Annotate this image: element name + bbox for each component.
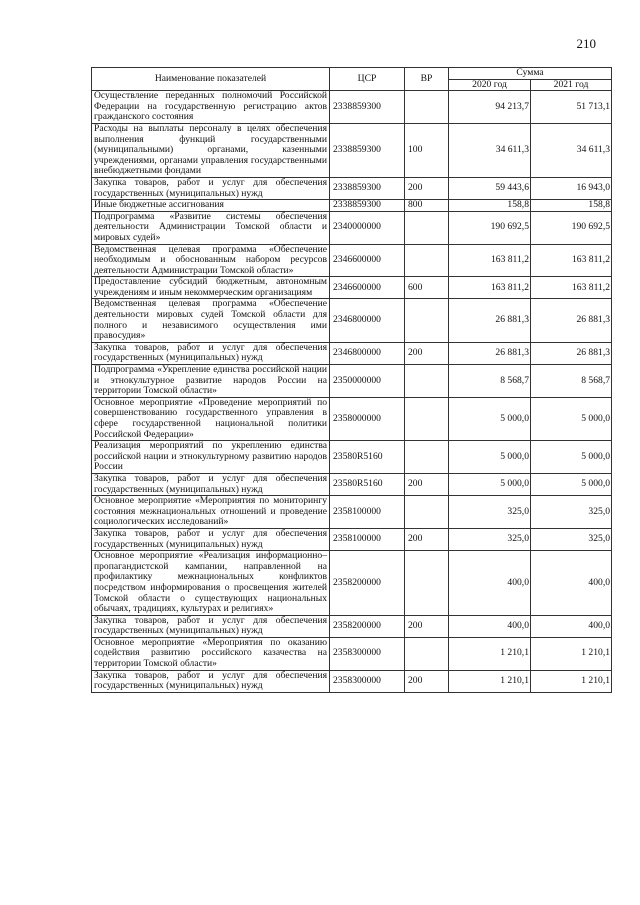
table-row [92,365,612,398]
row-2020: 158,8 [449,200,531,212]
row-2021: 400,0 [531,551,612,616]
row-2021: 16 943,0 [531,177,612,199]
row-name: Закупка товаров, работ и услуг для обеспечения государственных (муниципальных) нужд [92,528,330,550]
budget-table [91,67,612,693]
row-csr: 2346800000 [330,342,405,364]
row-csr: 2358300000 [330,637,405,670]
table-row [92,637,612,670]
row-csr: 2346600000 [330,277,405,299]
header-year-2020: 2020 год [449,79,531,91]
row-vr [405,441,449,474]
row-csr: 2358200000 [330,615,405,637]
table-row [92,496,612,529]
row-2021: 8 568,7 [531,365,612,398]
table-row [92,397,612,440]
row-vr: 200 [405,670,449,692]
row-name: Основное мероприятие «Мероприятия по оказанию содействия развитию российского казачества на территории Томской области» [92,637,330,670]
row-name: Ведомственная целевая программа «Обеспечение необходимым и обоснованным набором ресурсов деятельности Администрации Томской области» [92,244,330,277]
row-name: Подпрограмма «Укрепление единства российской нации и этнокультурное развитие народов России на территории Томской области» [92,365,330,398]
row-name: Закупка товаров, работ и услуг для обеспечения государственных (муниципальных) нужд [92,473,330,495]
row-csr: 2338859300 [330,200,405,212]
table-row [92,551,612,616]
row-2021: 325,0 [531,528,612,550]
row-vr: 600 [405,277,449,299]
row-vr: 800 [405,200,449,212]
row-2021: 5 000,0 [531,441,612,474]
row-vr: 200 [405,615,449,637]
row-name: Расходы на выплаты персоналу в целях обеспечения выполнения функций государственными (муниципальными) органами, казенными учреждениями, органами управления государственными внебюджетными фондами [92,123,330,177]
row-csr: 2358100000 [330,528,405,550]
row-2021: 1 210,1 [531,670,612,692]
row-csr: 23580R5160 [330,441,405,474]
table-header [92,68,612,91]
row-csr: 2346600000 [330,244,405,277]
row-2021: 163 811,2 [531,244,612,277]
row-vr: 200 [405,473,449,495]
row-name: Предоставление субсидий бюджетным, автономным учреждениям и иным некоммерческим организациям [92,277,330,299]
row-2020: 26 881,3 [449,299,531,342]
row-2020: 163 811,2 [449,277,531,299]
row-name: Основное мероприятие «Проведение мероприятий по совершенствованию государственного управления в сфере государственной национальной политики Российской Федерации» [92,397,330,440]
table-row [92,177,612,199]
row-csr: 2338859300 [330,123,405,177]
table-row [92,342,612,364]
row-csr: 2358000000 [330,397,405,440]
row-2020: 94 213,7 [449,91,531,124]
row-vr [405,299,449,342]
row-vr [405,211,449,244]
row-2021: 51 713,1 [531,91,612,124]
table-row [92,615,612,637]
row-name: Ведомственная целевая программа «Обеспечение деятельности мировых судей Томской области для полного и независимого осуществления ими правосудия» [92,299,330,342]
row-csr: 2338859300 [330,91,405,124]
row-name: Основное мероприятие «Реализация информационно–пропагандистской кампании, направленной на профилактику межнациональных конфликтов посредством информирования о просвещения жителей Томской области о существующих национальных обычаях, традициях, культурах и религиях» [92,551,330,616]
row-vr [405,365,449,398]
page-number: 210 [576,36,596,51]
row-vr [405,637,449,670]
table-row [92,441,612,474]
row-vr: 200 [405,528,449,550]
header-year-2021: 2021 год [531,79,612,91]
row-name: Основное мероприятие «Мероприятия по мониторингу состояния межнациональных отношений и проведение социологических исследований» [92,496,330,529]
row-2020: 8 568,7 [449,365,531,398]
row-csr: 2358200000 [330,551,405,616]
row-name: Закупка товаров, работ и услуг для обеспечения государственных (муниципальных) нужд [92,615,330,637]
header-vr: ВР [405,68,449,91]
row-vr [405,91,449,124]
table-body [92,91,612,693]
row-2021: 325,0 [531,496,612,529]
table-row [92,123,612,177]
row-name: Реализация мероприятий по укреплению единства российской нации и этнокультурному развитию народов России [92,441,330,474]
row-2020: 400,0 [449,615,531,637]
row-2020: 325,0 [449,528,531,550]
row-name: Закупка товаров, работ и услуг для обеспечения государственных (муниципальных) нужд [92,342,330,364]
table-row [92,670,612,692]
row-2020: 1 210,1 [449,670,531,692]
table-row [92,473,612,495]
row-csr: 23580R5160 [330,473,405,495]
row-2021: 158,8 [531,200,612,212]
row-2021: 26 881,3 [531,342,612,364]
row-csr: 2358300000 [330,670,405,692]
row-csr: 2358100000 [330,496,405,529]
row-2021: 5 000,0 [531,473,612,495]
row-2020: 163 811,2 [449,244,531,277]
row-name: Закупка товаров, работ и услуг для обеспечения государственных (муниципальных) нужд [92,177,330,199]
row-2021: 190 692,5 [531,211,612,244]
row-2020: 5 000,0 [449,397,531,440]
row-2020: 34 611,3 [449,123,531,177]
row-2020: 325,0 [449,496,531,529]
row-vr [405,496,449,529]
row-csr: 2350000000 [330,365,405,398]
header-csr: ЦСР [330,68,405,91]
table-row [92,299,612,342]
row-2020: 5 000,0 [449,441,531,474]
row-2021: 34 611,3 [531,123,612,177]
table-row [92,211,612,244]
row-2021: 1 210,1 [531,637,612,670]
row-name: Закупка товаров, работ и услуг для обеспечения государственных (муниципальных) нужд [92,670,330,692]
table-row [92,277,612,299]
row-vr [405,551,449,616]
row-2021: 400,0 [531,615,612,637]
row-vr: 200 [405,177,449,199]
row-name: Иные бюджетные ассигнования [92,200,330,212]
row-2020: 5 000,0 [449,473,531,495]
row-2020: 26 881,3 [449,342,531,364]
row-2021: 26 881,3 [531,299,612,342]
row-csr: 2346800000 [330,299,405,342]
row-vr: 100 [405,123,449,177]
table-row [92,91,612,124]
row-2020: 400,0 [449,551,531,616]
row-csr: 2338859300 [330,177,405,199]
table-row [92,244,612,277]
header-name: Наименование показателей [92,68,330,91]
row-vr: 200 [405,342,449,364]
row-2020: 1 210,1 [449,637,531,670]
header-sum: Сумма [449,68,612,80]
row-2021: 5 000,0 [531,397,612,440]
table-row [92,200,612,212]
row-name: Осуществление переданных полномочий Российской Федерации на государственную регистрацию актов гражданского состояния [92,91,330,124]
row-csr: 2340000000 [330,211,405,244]
row-2020: 59 443,6 [449,177,531,199]
table-row [92,528,612,550]
row-name: Подпрограмма «Развитие системы обеспечения деятельности Администрации Томской области и мировых судей» [92,211,330,244]
row-2021: 163 811,2 [531,277,612,299]
row-vr [405,244,449,277]
row-2020: 190 692,5 [449,211,531,244]
row-vr [405,397,449,440]
